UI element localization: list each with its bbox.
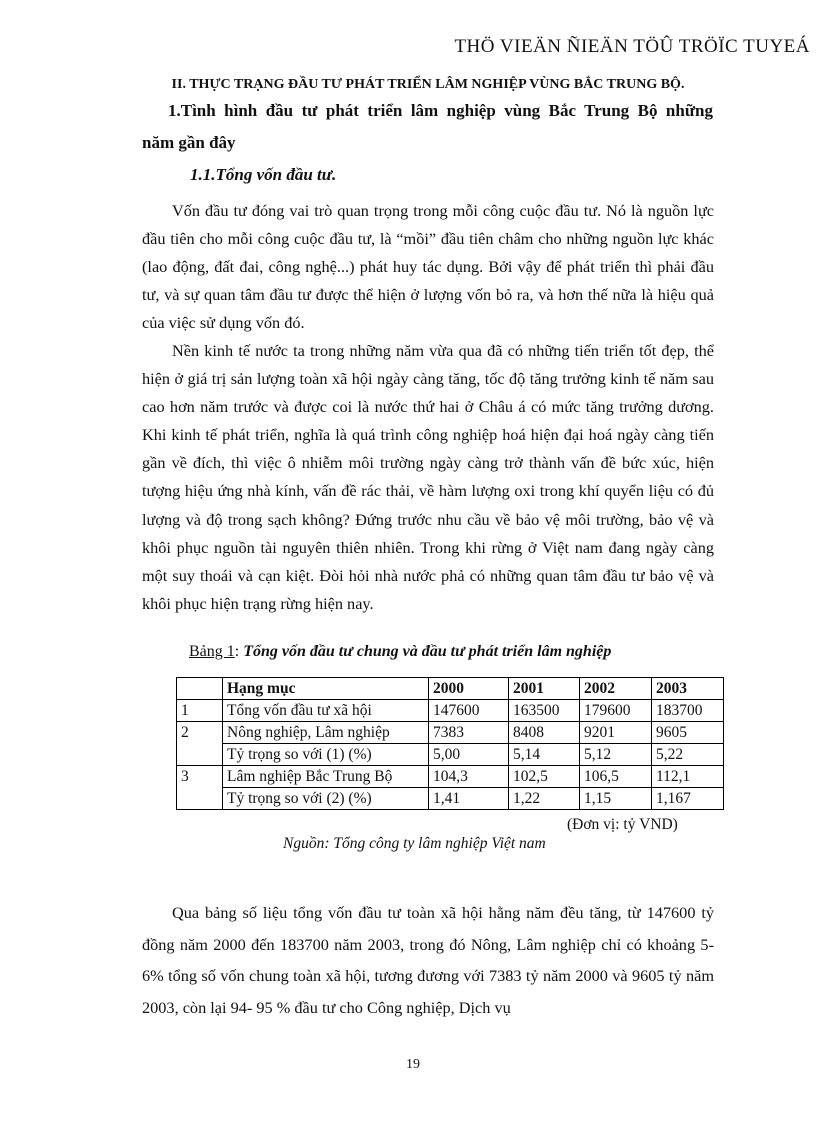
page-number: 19: [406, 1057, 420, 1072]
table-row: [177, 766, 724, 788]
source-note: Nguồn: Tổng công ty lâm nghiệp Việt nam: [283, 835, 546, 852]
unit-note: (Đơn vị: tỷ VND): [567, 816, 678, 833]
table-cell: Tỷ trọng so với (1) (%): [223, 744, 429, 766]
table-cell: Tổng vốn đầu tư xã hội: [223, 700, 429, 722]
table-cell: 102,5: [509, 766, 580, 788]
table-cell: 183700: [652, 700, 724, 722]
table-cell: 104,3: [429, 766, 509, 788]
header-cell-2003: 2003: [652, 678, 724, 700]
table-row: [177, 788, 724, 810]
table-cell: 5,00: [429, 744, 509, 766]
table-cell: 3: [177, 766, 223, 810]
table-caption: [189, 643, 611, 661]
table-cell: 163500: [509, 700, 580, 722]
table-cell: 1: [177, 700, 223, 722]
table-cell: Nông nghiệp, Lâm nghiệp: [223, 722, 429, 744]
table-cell: Tỷ trọng so với (2) (%): [223, 788, 429, 810]
table-cell: 5,14: [509, 744, 580, 766]
table-row: [177, 744, 724, 766]
table-cell: 1,167: [652, 788, 724, 810]
header-cell-2001: 2001: [509, 678, 580, 700]
table-row: [177, 700, 724, 722]
table-cell: 5,12: [580, 744, 652, 766]
subsubheading: 1.1.Tổng vốn đầu tư.: [190, 165, 337, 184]
table-cell: 2: [177, 722, 223, 766]
table-cell: 5,22: [652, 744, 724, 766]
table-caption-label: Bảng 1: [189, 643, 235, 660]
header-cell-category: Hạng mục: [223, 678, 429, 700]
section-heading: II. THỰC TRẠNG ĐẦU TƯ PHÁT TRIỂN LÂM NGHIỆP VÙNG BẮC TRUNG BỘ.: [171, 77, 685, 92]
table-cell: 8408: [509, 722, 580, 744]
table-cell: 7383: [429, 722, 509, 744]
table-cell: 1,41: [429, 788, 509, 810]
header-cell-2002: 2002: [580, 678, 652, 700]
table-cell: 1,22: [509, 788, 580, 810]
table-cell: 9201: [580, 722, 652, 744]
subheading-line-2: năm gần đây: [142, 133, 236, 152]
table-header-row: [177, 678, 724, 700]
header-banner: THÖ VIEÄN ÑIEÄN TÖÛ TRÖÏC TUYEÁ: [454, 36, 810, 57]
subheading-line-1: 1.Tình hình đầu tư phát triển lâm nghiệp vùng Bắc Trung Bộ những: [168, 101, 713, 120]
table-cell: 9605: [652, 722, 724, 744]
table-cell: 147600: [429, 700, 509, 722]
paragraph-3: Qua bảng số liệu tổng vốn đầu tư toàn xã hội hằng năm đều tăng, từ 147600 tỷ đồng năm 2000 đến 183700 năm 2003, trong đó Nông, Lâm nghiệp chỉ có khoảng 5- 6% tổng số vốn chung toàn xã hội, tương đương với 7383 tỷ năm 2000 và 9605 tỷ năm 2003, còn lại 94- 95 % đầu tư cho Công nghiệp, Dịch vụ: [142, 903, 714, 1018]
header-cell-2000: 2000: [429, 678, 509, 700]
paragraph-1: Vốn đầu tư đóng vai trò quan trọng trong mỗi công cuộc đầu tư. Nó là nguồn lực đầu tiên cho mỗi công cuộc đầu tư, là “mồi” đầu tiên châm cho những nguồn lực khác (lao động, đất đai, công nghệ...) phát huy tác dụng. Bởi vậy để phát triển thì phải đầu tư, và sự quan tâm đầu tư được thể hiện ở lượng vốn bỏ ra, và hơn thế nữa là hiệu quả của việc sử dụng vốn đó.: [142, 201, 714, 333]
table-caption-separator: :: [234, 643, 244, 660]
header-cell-index: [177, 678, 223, 700]
investment-table: [176, 677, 724, 810]
paragraph-2: Nền kinh tế nước ta trong những năm vừa qua đã có những tiến triển tốt đẹp, thể hiện ở giá trị sản lượng toàn xã hội ngày càng tăng, tốc độ tăng trưởng kinh tế năm sau cao hơn năm trước và được coi là nước thứ hai ở Châu á có mức tăng trưởng dương. Khi kinh tế phát triển, nghĩa là quá trình công nghiệp hoá hiện đại hoá ngày càng tiến gần về đích, thì việc ô nhiễm môi trường ngày càng trở thành vấn đề bức xúc, hiện tượng hiệu ứng nhà kính, vấn đề rác thải, về hàm lượng oxi trong khí quyển liệu có đủ lượng và độ trong sạch không? Đứng trước nhu cầu về bảo vệ môi trường, bảo vệ và khôi phục nguồn tài nguyên thiên nhiên. Trong khi rừng ở Việt nam đang ngày càng một suy thoái và cạn kiệt. Đòi hỏi nhà nước phả có những quan tâm đầu tư bảo vệ và khôi phục hiện trạng rừng hiện nay.: [142, 341, 714, 613]
table-cell: 106,5: [580, 766, 652, 788]
table-row: [177, 722, 724, 744]
table-cell: 179600: [580, 700, 652, 722]
table-caption-title: Tổng vốn đầu tư chung và đầu tư phát triển lâm nghiệp: [243, 643, 612, 660]
table-cell: 112,1: [652, 766, 724, 788]
table-cell: 1,15: [580, 788, 652, 810]
table-cell: Lâm nghiệp Bắc Trung Bộ: [223, 766, 429, 788]
